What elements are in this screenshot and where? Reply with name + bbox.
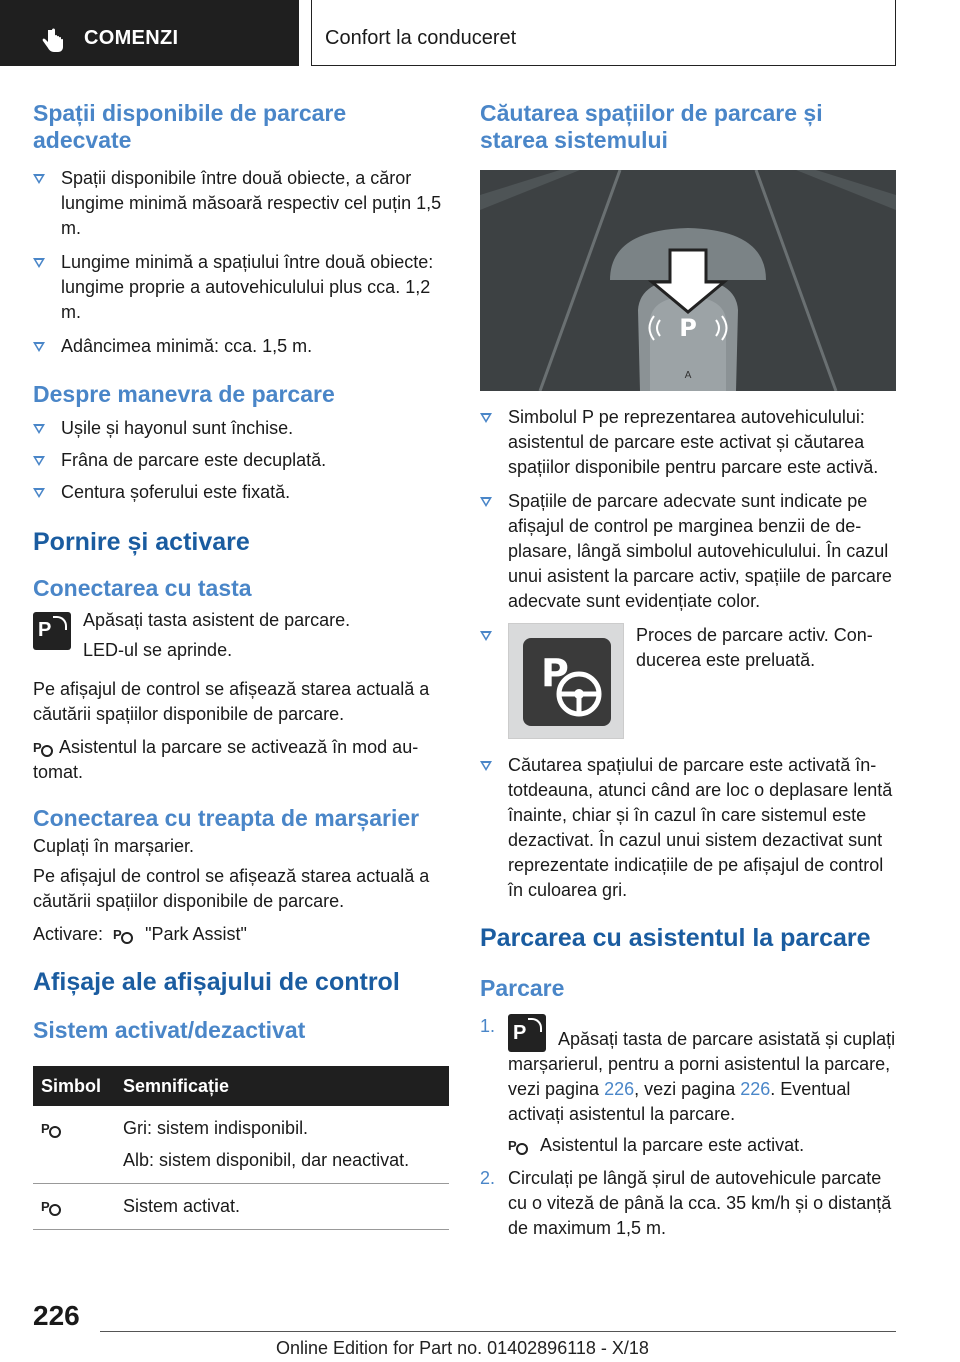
section-tab[interactable] [311,0,896,66]
triangle-bullet-icon [33,456,45,466]
parking-scene-illustration [480,170,896,391]
heading-reverse-connect: Conectarea cu treapta de marșarier [33,805,420,831]
svg-text:P: P [541,651,569,695]
chapter-title: COMENZI [84,27,179,49]
right-column [480,100,896,1241]
heading-search-status: Căutarea spațiilor de parcare și starea sistemului [480,100,823,153]
engage-reverse-text: Cuplați în marșarier. [33,836,195,856]
chapter-tab[interactable] [0,0,299,66]
triangle-bullet-icon [480,413,492,423]
triangle-bullet-icon [33,488,45,498]
list-item: Frâna de parcare este decuplată. [33,448,449,473]
triangle-bullet-icon [33,174,45,184]
display-status-text-2: Pe afișajul de control se afișează starea actuală a căutării spațiilor disponibile de parcare. [33,866,430,911]
screen-p-label: P [679,314,697,342]
parking-active-symbol-icon [508,623,624,739]
activation-line: Activare: P "Park Assist" [33,922,449,947]
page-number: 226 [33,1300,80,1331]
list-item: Ușile și hayonul sunt închise. [33,416,449,441]
park-assist-active-symbol-icon: P [41,1196,63,1218]
park-assist-button-icon [33,612,71,650]
footer-divider [100,1331,896,1332]
key-instruction: P Apăsați tasta asistent de parcare. LED-ul se aprinde. [33,608,449,663]
heading-parking-spaces: Spații disponibile de parcare adecvate [33,100,347,153]
triangle-bullet-icon [33,342,45,352]
edition-text: Online Edition for Part no. 01402896118 - X/18 [276,1338,649,1358]
list-item: Spațiile de parcare adecvate sunt indicate pe afișajul de control pe marginea benzii de deplasare, lângă simbolul autovehiculului. În cazul unui asistent la parcare activ, spațiile de parcare adecvate sunt evidențiate color. [480,489,896,614]
section-title: Confort la conduceret [325,27,517,49]
list-item: Spații disponibile între două obiecte, a căror lungime minimă măsoară respectiv cel puțin 1,5 m. [33,166,449,241]
triangle-bullet-icon [480,497,492,507]
heading-parking: Parcare [480,975,565,1001]
control-display-image [480,170,896,391]
left-column [33,100,449,1230]
heading-key-connect: Conectarea cu tasta [33,575,252,601]
triangle-bullet-icon [33,258,45,268]
page-link[interactable]: 226 [740,1079,771,1099]
triangle-bullet-icon [33,424,45,434]
screen-a-label: A [684,370,692,381]
list-item: Centura șoferului este fixată. [33,480,449,505]
list-item: Căutarea spațiului de parcare este activată întotdeauna, atunci când are loc o deplasare lentă înainte, chiar și în cazul în care sistemul este dezactivat. În cazul unui sistem dezactivat sunt reprezentate indicațiile de pe afișajul de control în culoarea gri. [480,753,896,903]
park-assist-symbol-icon: P [113,924,135,946]
list-item: P Proces de parcare activ. Conducerea este preluată. [480,623,896,741]
triangle-bullet-icon [480,761,492,771]
table-row: P Sistem activat. [33,1184,449,1230]
park-assist-gray-symbol-icon: P [41,1118,63,1140]
park-assist-symbol-icon: P [33,737,55,759]
page-link[interactable]: 226 [604,1079,635,1099]
page-header [0,0,960,66]
park-assist-button-icon [508,1014,546,1052]
table-header-symbol: Simbol [33,1066,115,1106]
park-assist-symbol-icon: P [508,1135,530,1157]
step-1: 1. PApăsați tasta de parcare asistată și cuplați marșarierul, pentru a porni asistentul la parcare, vezi pagina 226, vezi pagina 226. Eventual activați asistentul la parcare. P Asistentul la parcare este activat. [480,1014,896,1158]
list-item: Adâncimea minimă: cca. 1,5 m. [33,334,449,359]
step-2: 2. Circulați pe lângă șirul de autovehicule parcate cu o viteză de până la cca. 35 km/h și o distanță de maximum 1,5 m. [480,1168,892,1238]
heading-start-activation: Pornire și activare [33,528,250,556]
table-row: P Gri: sistem indisponibil. Alb: sistem disponibil, dar neactivat. [33,1106,449,1184]
table-header-meaning: Semnificație [115,1066,449,1106]
heading-maneuver: Despre manevra de parcare [33,381,335,407]
heading-system-state: Sistem activat/dezactivat [33,1017,306,1043]
heading-parking-assist: Parcarea cu asistentul la parcare [480,924,871,952]
hand-pointer-icon [40,28,66,54]
triangle-bullet-icon [480,631,492,641]
list-item: Simbolul P pe reprezentarea autovehiculului: asistentul de parcare este activat și căutarea spațiilor disponibile pentru parcare este activă. [480,405,896,480]
list-item: Lungime minimă a spațiului între două obiecte: lungime proprie a autovehiculului plus cca. 1,2 m. [33,250,449,325]
display-status-text: Pe afișajul de control se afișează starea actuală a căutării spațiilor disponibile de parcare. [33,679,430,724]
symbol-table [33,1066,449,1230]
heading-control-displays: Afișaje ale afișajului de control [33,968,400,996]
auto-activation-text: P Asistentul la parcare se activează în mod automat. [33,737,419,782]
